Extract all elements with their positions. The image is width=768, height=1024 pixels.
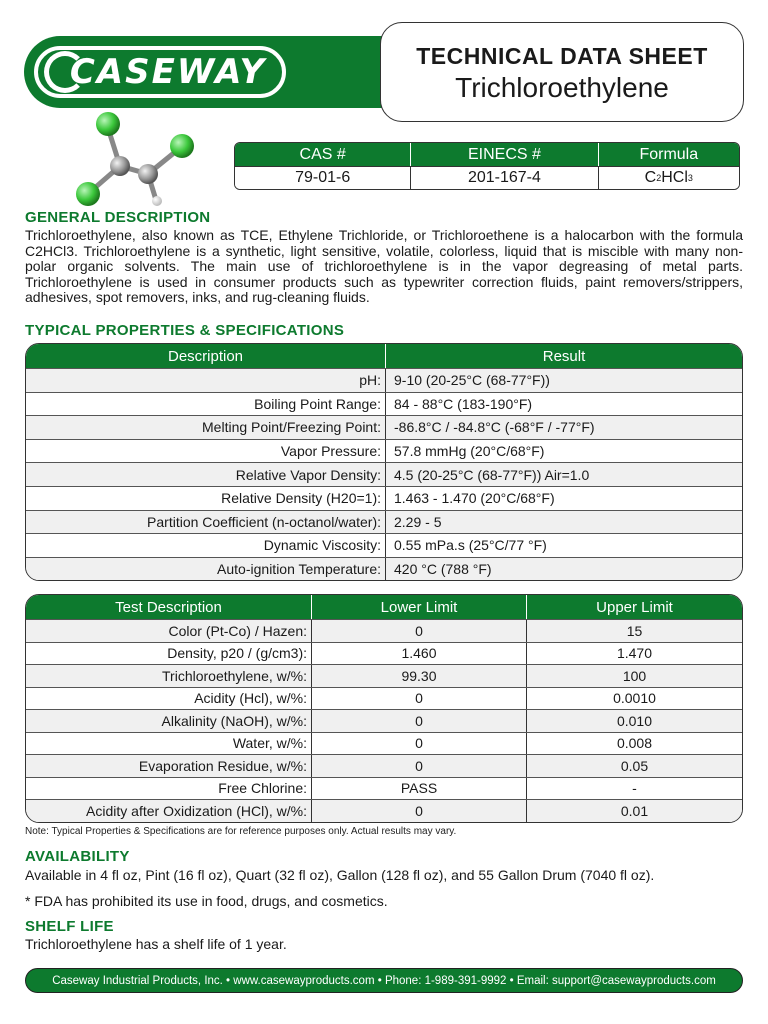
typical-properties-title: TYPICAL PROPERTIES & SPECIFICATIONS: [25, 322, 345, 339]
spec-upper-limit: 0.008: [616, 735, 653, 752]
table-row: [26, 687, 742, 710]
table-row: [26, 392, 742, 416]
result-header: Result: [542, 347, 586, 365]
spec-test: Acidity after Oxidization (HCl), w/%:: [26, 800, 312, 822]
einecs-header: EINECS #: [411, 143, 598, 166]
spec-lower-limit: 0: [312, 800, 527, 822]
property-value: 9-10 (20-25°C (68-77°F)): [394, 372, 550, 389]
hydrogen-atom: [152, 196, 162, 206]
spec-upper-limit: 15: [626, 622, 643, 639]
property-value: 4.5 (20-25°C (68-77°F)) Air=1.0: [394, 466, 590, 483]
property-label: Relative Density (H20=1):: [26, 487, 386, 510]
spec-lower-limit: 0: [312, 688, 527, 710]
property-label: Partition Coefficient (n-octanol/water):: [26, 511, 386, 534]
page-subtitle: Trichloroethylene: [455, 72, 669, 103]
disclaimer-note: Note: Typical Properties & Specifications are for reference purposes only. Actual results may vary.: [25, 826, 457, 837]
table-row: [26, 462, 742, 486]
availability-text: Available in 4 fl oz, Pint (16 fl oz), Quart (32 fl oz), Gallon (128 fl oz), and 55 Gallon Drum (7040 fl oz).: [25, 867, 655, 883]
specifications-table: [25, 594, 743, 823]
einecs-value: 201-167-4: [411, 167, 598, 189]
property-value: 420 °C (788 °F): [394, 561, 492, 578]
molecule-icon: [70, 108, 210, 208]
spec-upper-limit: -: [632, 780, 637, 797]
carbon-atom: [110, 156, 130, 176]
spec-upper-limit: 100: [622, 667, 647, 684]
spec-test: Density, p20 / (g/cm3):: [26, 643, 312, 665]
property-value: 84 - 88°C (183-190°F): [394, 395, 533, 412]
spec-lower-limit: 0: [312, 620, 527, 642]
specifications-header-row: [26, 595, 742, 619]
table-row: [26, 415, 742, 439]
table-row: [26, 557, 742, 581]
property-value: 2.29 - 5: [394, 513, 442, 530]
table-row: [26, 510, 742, 534]
properties-table: [25, 343, 743, 581]
table-row: [26, 754, 742, 777]
spec-lower-limit: 0: [312, 733, 527, 755]
spec-lower-limit: 99.30: [312, 665, 527, 687]
spec-upper-limit: 1.470: [616, 645, 653, 662]
table-row: [26, 664, 742, 687]
table-row: [26, 732, 742, 755]
title-box: [380, 22, 744, 122]
table-row: [26, 533, 742, 557]
page-title: TECHNICAL DATA SHEET: [416, 43, 708, 69]
property-label: pH:: [26, 369, 386, 392]
identifier-value-row: [235, 166, 739, 189]
spec-test: Trichloroethylene, w/%:: [26, 665, 312, 687]
general-description-text: Trichloroethylene, also known as TCE, Ethylene Trichloride, or Trichloroethene is a halocarbon with the formula C2HCl3. Trichloroethylene is a synthetic, light sensitive, volatile, colorless, liquid that is miscible with many non-polar organic solvents. The main use of trichloroethylene is in the vapor degreasing of metal parts. Trichloroethylene is used in consumer products such as typewriter correction fluids, paint removers/strippers, adhesives, spot removers, inks, and rug-cleaning fluids.: [25, 227, 743, 305]
formula-value: [599, 167, 739, 189]
properties-header-row: [26, 344, 742, 368]
property-label: Boiling Point Range:: [26, 393, 386, 416]
shelf-life-text: Trichloroethylene has a shelf life of 1 year.: [25, 936, 287, 952]
property-label: Relative Vapor Density:: [26, 463, 386, 486]
identifier-table: [234, 142, 740, 190]
spec-lower-limit: 0: [312, 710, 527, 732]
spec-lower-limit: PASS: [312, 778, 527, 800]
test-description-header: Test Description: [26, 595, 312, 619]
spec-upper-limit: 0.05: [620, 757, 649, 774]
spec-test: Evaporation Residue, w/%:: [26, 755, 312, 777]
description-header: Description: [26, 344, 386, 368]
cas-header: CAS #: [235, 143, 411, 166]
formula-c: C: [644, 169, 657, 186]
spec-lower-limit: 1.460: [312, 643, 527, 665]
fda-note: * FDA has prohibited its use in food, drugs, and cosmetics.: [25, 893, 388, 909]
spec-test: Free Chlorine:: [26, 778, 312, 800]
table-row: [26, 777, 742, 800]
spec-upper-limit: 0.0010: [613, 690, 656, 707]
table-row: [26, 439, 742, 463]
lower-limit-header: Lower Limit: [312, 595, 527, 619]
upper-limit-header: Upper Limit: [596, 598, 673, 616]
shelf-life-title: SHELF LIFE: [25, 918, 114, 935]
table-row: [26, 486, 742, 510]
spec-test: Water, w/%:: [26, 733, 312, 755]
table-row: [26, 642, 742, 665]
table-row: [26, 368, 742, 392]
formula-hcl: HCl: [661, 169, 688, 186]
general-description-title: GENERAL DESCRIPTION: [25, 209, 211, 226]
footer-bar: Caseway Industrial Products, Inc. • www.casewayproducts.com • Phone: 1-989-391-9992 • Email: support@casewayproducts.com: [25, 968, 743, 993]
cas-value: 79-01-6: [235, 167, 411, 189]
spec-test: Acidity (Hcl), w/%:: [26, 688, 312, 710]
property-value: 0.55 mPa.s (25°C/77 °F): [394, 537, 547, 554]
property-value: -86.8°C / -84.8°C (-68°F / -77°F): [394, 419, 595, 436]
chlorine-atom: [76, 182, 100, 206]
property-label: Auto-ignition Temperature:: [26, 558, 386, 581]
property-value: 1.463 - 1.470 (20°C/68°F): [394, 490, 555, 507]
table-row: [26, 799, 742, 822]
availability-title: AVAILABILITY: [25, 848, 130, 865]
spec-test: Alkalinity (NaOH), w/%:: [26, 710, 312, 732]
formula-c-sub: 2: [656, 173, 662, 183]
table-row: [26, 619, 742, 642]
spec-test: Color (Pt-Co) / Hazen:: [26, 620, 312, 642]
formula-cl-sub: 3: [687, 173, 693, 183]
chlorine-atom: [170, 134, 194, 158]
property-value: 57.8 mmHg (20°C/68°F): [394, 443, 545, 460]
chlorine-atom: [96, 112, 120, 136]
property-label: Melting Point/Freezing Point:: [26, 416, 386, 439]
spec-lower-limit: 0: [312, 755, 527, 777]
spec-upper-limit: 0.010: [616, 712, 653, 729]
property-label: Dynamic Viscosity:: [26, 534, 386, 557]
identifier-header-row: [235, 143, 739, 166]
logo-text: CASEWAY: [69, 52, 267, 92]
spec-upper-limit: 0.01: [620, 802, 649, 819]
carbon-atom: [138, 164, 158, 184]
table-row: [26, 709, 742, 732]
property-label: Vapor Pressure:: [26, 440, 386, 463]
formula-header: Formula: [639, 145, 699, 163]
